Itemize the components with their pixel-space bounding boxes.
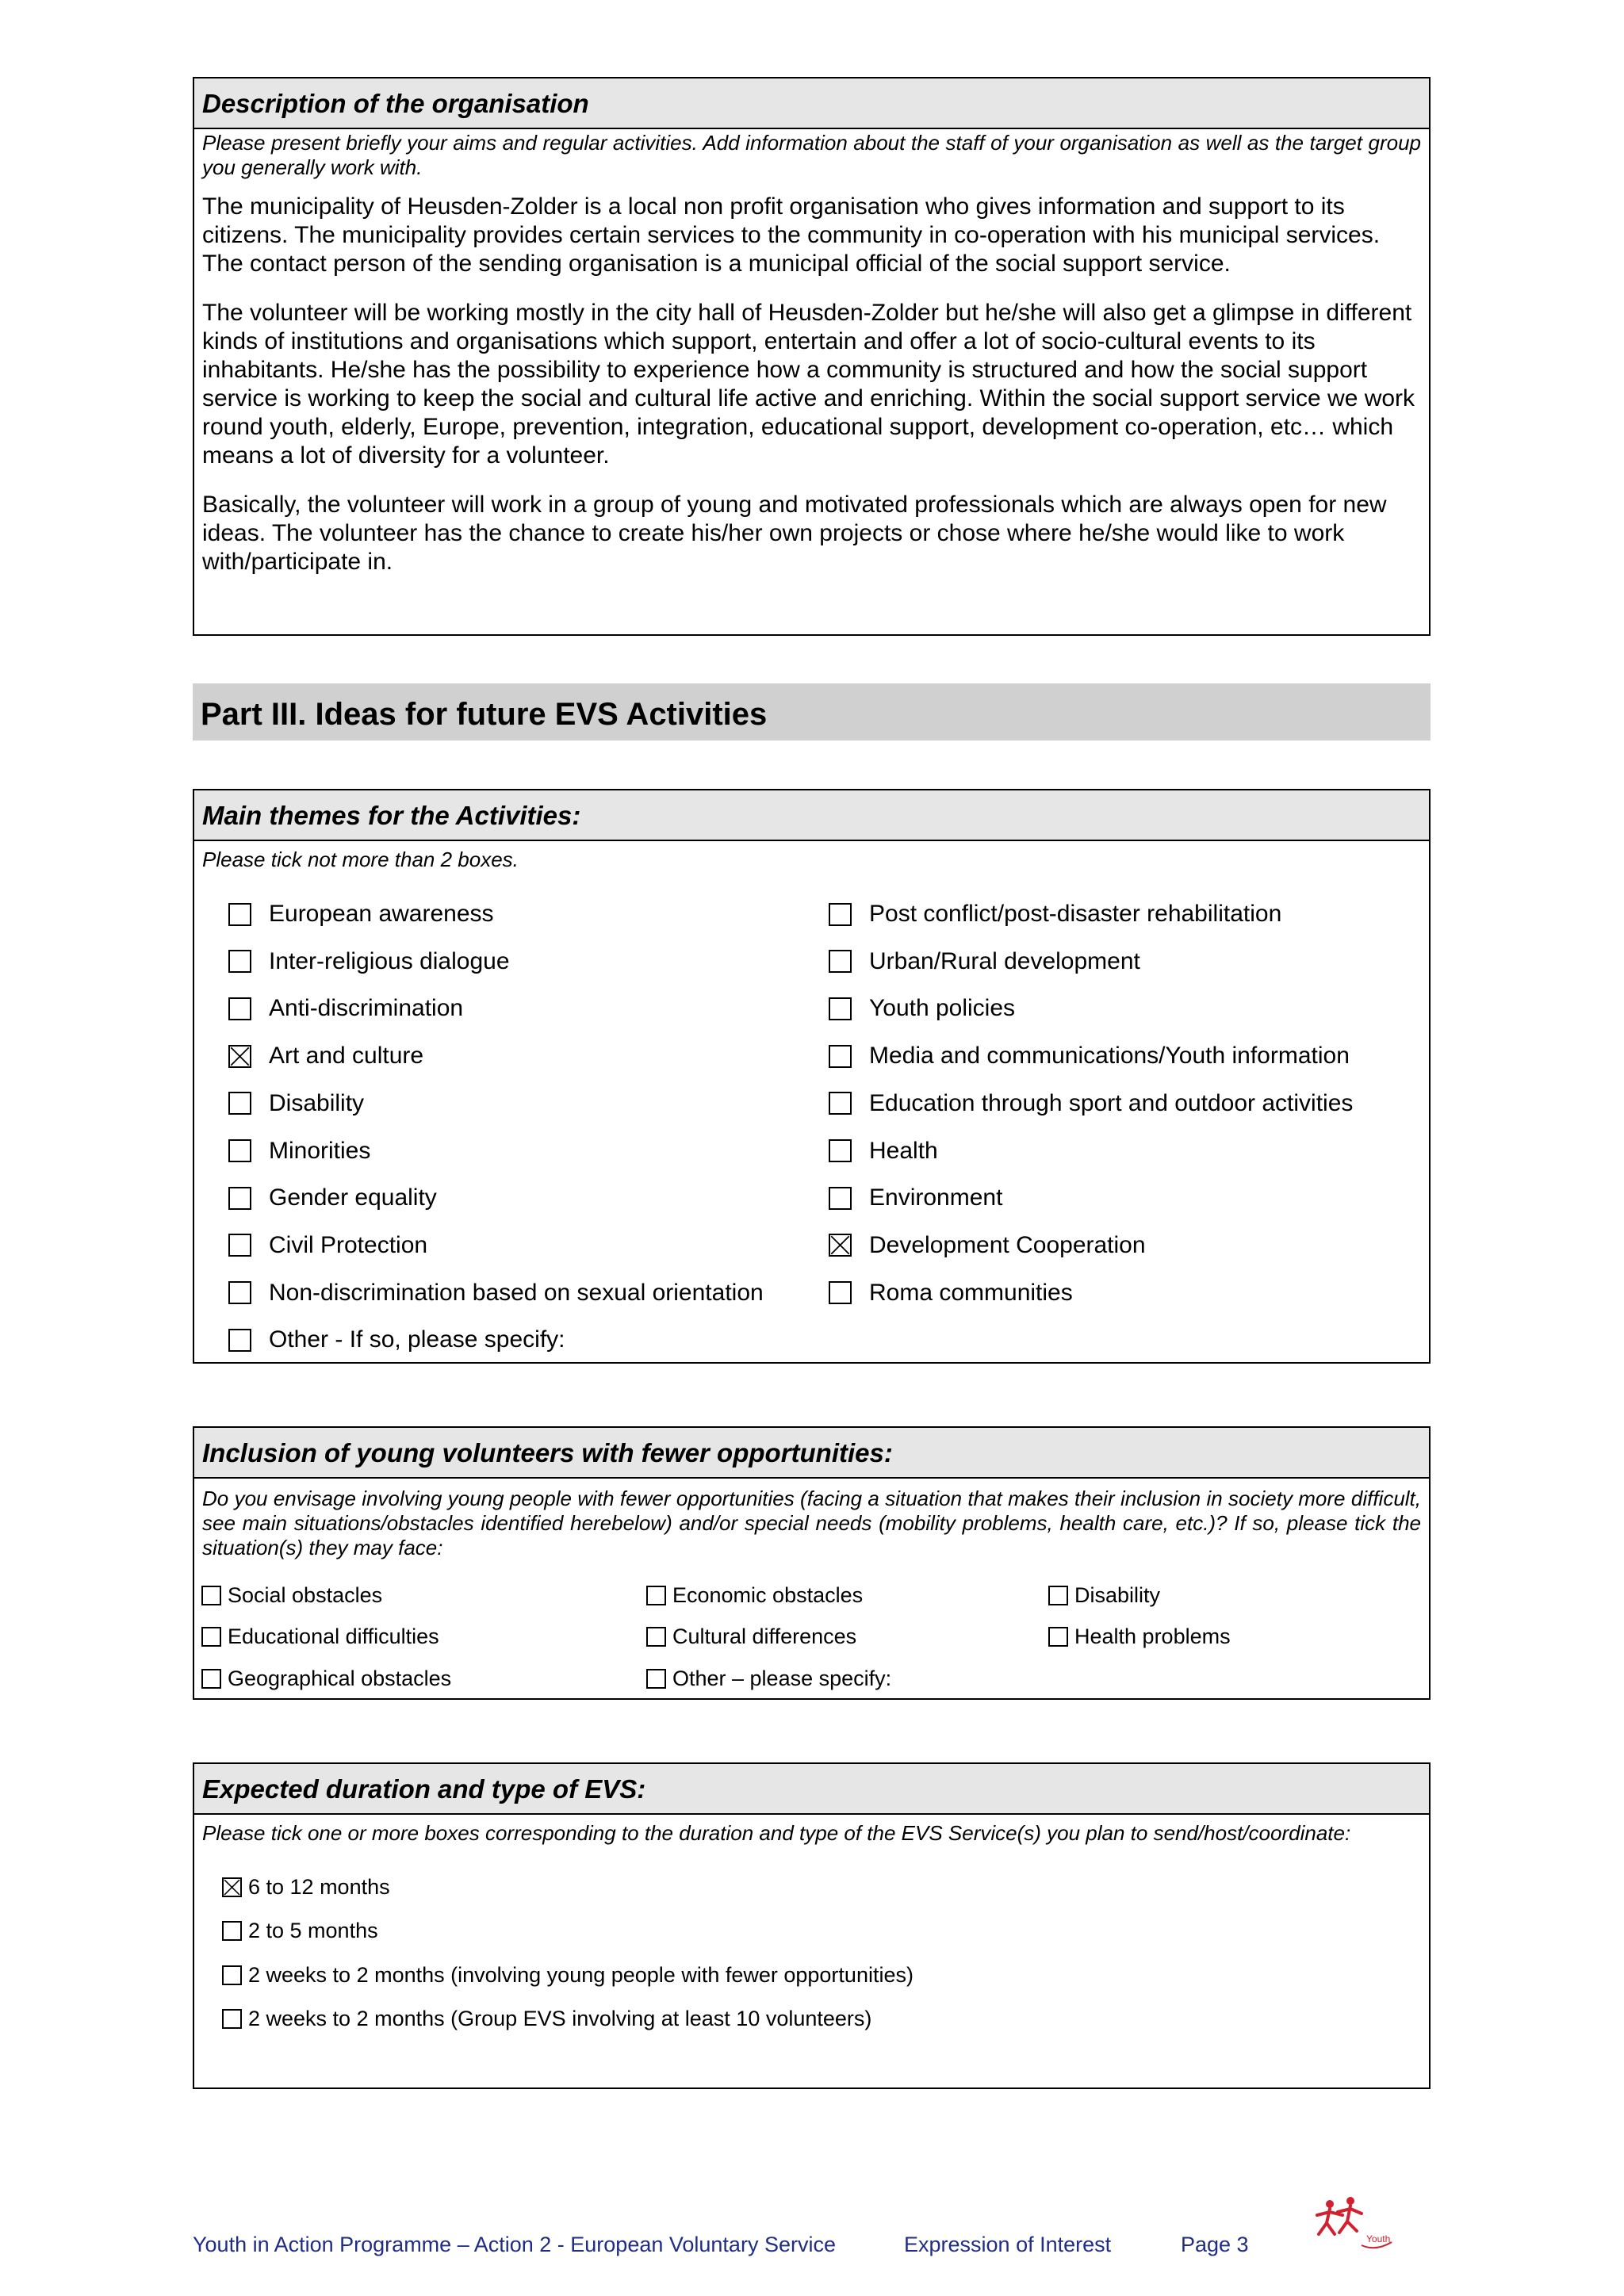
organisation-paragraph: The volunteer will be working mostly in the city hall of Heusden-Zolder but he/she will also get a glimpse in different kinds of institutions and organisations which support, entertain and offer a lot of socio-cultural events to its inhabitants. He/she has the possibility to experience how a community is structured and how the social support service is working to keep the social and cultural life active and enriching. Within the social support service we work round youth, elderly, Europe, prevention, integration, educational support, development co-operation, etc… which means a lot of diversity for a volunteer. xyxy=(202,300,1415,469)
theme-option-label: Health xyxy=(869,1137,938,1164)
part-title: Part III. Ideas for future EVS Activities xyxy=(193,683,1431,740)
inclusion-section xyxy=(193,1426,1431,1700)
inclusion-option-label: Cultural differences xyxy=(672,1624,857,1648)
theme-option-label: Disability xyxy=(269,1089,365,1116)
duration-option[interactable] xyxy=(222,1918,378,1945)
duration-option[interactable] xyxy=(222,2006,871,2033)
inclusion-option[interactable] xyxy=(201,1624,439,1651)
theme-option[interactable] xyxy=(829,993,1015,1024)
theme-option-label: Minorities xyxy=(269,1137,371,1164)
theme-option[interactable] xyxy=(228,898,494,930)
main-themes-instruction: Please tick not more than 2 boxes. xyxy=(202,848,519,871)
theme-option-label: Art and culture xyxy=(269,1043,424,1070)
theme-option[interactable] xyxy=(228,1230,427,1261)
checkbox[interactable] xyxy=(829,1092,852,1115)
inclusion-option[interactable] xyxy=(646,1582,863,1609)
theme-option-label: Non-discrimination based on sexual orientation xyxy=(269,1279,764,1306)
organisation-description-instruction: Please present briefly your aims and regular activities. Add information about the staff of your organisation as well as the target group you generally work with. xyxy=(202,131,1421,179)
checkbox[interactable] xyxy=(228,997,251,1020)
duration-section xyxy=(193,1762,1431,2089)
inclusion-option-label: Educational difficulties xyxy=(228,1624,439,1648)
footer-programme: Youth in Action Programme – Action 2 - European Voluntary Service xyxy=(193,2233,836,2256)
checkbox[interactable] xyxy=(222,1965,242,1985)
theme-option[interactable] xyxy=(829,946,1140,978)
inclusion-option-label: Health problems xyxy=(1074,1624,1231,1648)
youth-logo-text: Youth xyxy=(1366,2233,1391,2244)
checkbox[interactable] xyxy=(646,1669,666,1689)
theme-option-label: Education through sport and outdoor activities xyxy=(869,1089,1354,1116)
inclusion-option-label: Other – please specify: xyxy=(672,1666,892,1690)
checkbox[interactable] xyxy=(829,1281,852,1304)
organisation-paragraph: Basically, the volunteer will work in a group of young and motivated professionals which are always open for new ideas. The volunteer has the chance to create his/her own projects or chose where he/she would like to work with/participate in. xyxy=(202,492,1387,575)
checkbox-checked[interactable] xyxy=(222,1877,242,1897)
organisation-description-heading: Description of the organisation xyxy=(194,78,1429,129)
checkbox[interactable] xyxy=(228,1281,251,1304)
footer-document-type: Expression of Interest xyxy=(904,2233,1112,2256)
theme-option-label: Urban/Rural development xyxy=(869,947,1140,974)
checkbox-checked[interactable] xyxy=(228,1045,251,1068)
theme-option[interactable] xyxy=(829,1135,938,1167)
theme-option-label: European awareness xyxy=(269,901,494,927)
theme-option[interactable] xyxy=(829,1230,1146,1261)
checkbox[interactable] xyxy=(1048,1586,1068,1605)
theme-option[interactable] xyxy=(829,1040,1350,1072)
duration-option-label: 2 weeks to 2 months (Group EVS involving at least 10 volunteers) xyxy=(248,2007,872,2030)
checkbox[interactable] xyxy=(829,950,852,973)
inclusion-option-label: Economic obstacles xyxy=(672,1582,864,1607)
theme-option[interactable] xyxy=(228,1277,764,1309)
checkbox[interactable] xyxy=(222,2009,242,2029)
checkbox-checked[interactable] xyxy=(829,1234,852,1257)
theme-option-label: Youth policies xyxy=(869,995,1016,1022)
youth-logo xyxy=(1312,2196,1408,2252)
theme-option-label: Inter-religious dialogue xyxy=(269,947,510,974)
checkbox[interactable] xyxy=(829,1139,852,1162)
checkbox[interactable] xyxy=(228,1092,251,1115)
duration-option-label: 2 weeks to 2 months (involving young people with fewer opportunities) xyxy=(248,1962,914,1987)
duration-option[interactable] xyxy=(222,1961,914,1988)
checkbox[interactable] xyxy=(228,903,251,926)
theme-option[interactable] xyxy=(228,1088,364,1119)
check-x-icon xyxy=(830,1235,850,1255)
checkbox[interactable] xyxy=(228,950,251,973)
theme-option[interactable] xyxy=(228,1135,370,1167)
theme-option[interactable] xyxy=(829,898,1281,930)
theme-option[interactable] xyxy=(228,993,463,1024)
checkbox[interactable] xyxy=(228,1329,251,1352)
checkbox[interactable] xyxy=(201,1586,221,1605)
theme-option[interactable] xyxy=(228,946,510,978)
checkbox[interactable] xyxy=(201,1669,221,1689)
inclusion-option-label: Social obstacles xyxy=(228,1582,383,1607)
organisation-description-section xyxy=(193,77,1431,636)
inclusion-heading: Inclusion of young volunteers with fewer opportunities: xyxy=(194,1428,1429,1479)
theme-option[interactable] xyxy=(228,1324,565,1356)
duration-instruction: Please tick one or more boxes corresponding to the duration and type of the EVS Service(s) you plan to send/host/coordinate: xyxy=(202,1821,1351,1845)
checkbox[interactable] xyxy=(646,1627,666,1647)
inclusion-option-label: Geographical obstacles xyxy=(228,1666,452,1690)
duration-option-label: 6 to 12 months xyxy=(248,1874,390,1899)
theme-option[interactable] xyxy=(829,1182,1002,1214)
theme-option-label: Gender equality xyxy=(269,1184,437,1211)
checkbox[interactable] xyxy=(201,1627,221,1647)
youth-logo-icon xyxy=(1312,2196,1408,2252)
checkbox[interactable] xyxy=(646,1586,666,1605)
inclusion-instruction: Do you envisage involving young people with fewer opportunities (facing a situation that makes their inclusion in society more difficult, see main situations/obstacles identified herebelow) and/or special needs (mobility problems, health care, etc.)? If so, please tick the situation(s) they may face: xyxy=(202,1487,1421,1559)
inclusion-option[interactable] xyxy=(646,1665,891,1692)
inclusion-option[interactable] xyxy=(646,1624,856,1651)
checkbox[interactable] xyxy=(829,903,852,926)
theme-option-label: Other - If so, please specify: xyxy=(269,1326,565,1353)
theme-option[interactable] xyxy=(829,1277,1073,1309)
theme-option[interactable] xyxy=(228,1040,423,1072)
duration-option-label: 2 to 5 months xyxy=(248,1919,378,1942)
inclusion-option[interactable] xyxy=(1048,1582,1160,1609)
inclusion-option-label: Disability xyxy=(1074,1582,1161,1607)
inclusion-option[interactable] xyxy=(1048,1624,1231,1651)
check-x-icon xyxy=(230,1047,250,1066)
duration-option[interactable] xyxy=(222,1873,390,1900)
footer-page-number: Page 3 xyxy=(1181,2233,1249,2256)
theme-option-label: Roma communities xyxy=(869,1279,1073,1306)
check-x-icon xyxy=(224,1879,240,1896)
theme-option-label: Development Cooperation xyxy=(869,1231,1146,1258)
checkbox[interactable] xyxy=(228,1187,251,1210)
theme-option[interactable] xyxy=(829,1088,1353,1119)
theme-option[interactable] xyxy=(228,1182,437,1214)
organisation-paragraph: The municipality of Heusden-Zolder is a local non profit organisation who gives information and support to its citizens. The municipality provides certain services to the community in co-operation with his municipal services. The contact person of the sending organisation is a municipal official of the social support service. xyxy=(202,193,1381,277)
checkbox[interactable] xyxy=(829,1045,852,1068)
checkbox[interactable] xyxy=(228,1234,251,1257)
checkbox[interactable] xyxy=(829,1187,852,1210)
theme-option-label: Environment xyxy=(869,1184,1003,1211)
theme-option-label: Civil Protection xyxy=(269,1231,428,1258)
main-themes-heading: Main themes for the Activities: xyxy=(194,790,1429,841)
theme-option-label: Anti-discrimination xyxy=(269,995,464,1022)
checkbox[interactable] xyxy=(228,1139,251,1162)
theme-option-label: Post conflict/post-disaster rehabilitation xyxy=(869,901,1282,927)
checkbox[interactable] xyxy=(1048,1627,1068,1647)
checkbox[interactable] xyxy=(829,997,852,1020)
duration-heading: Expected duration and type of EVS: xyxy=(194,1764,1429,1815)
inclusion-option[interactable] xyxy=(201,1665,451,1692)
inclusion-option[interactable] xyxy=(201,1582,382,1609)
checkbox[interactable] xyxy=(222,1921,242,1941)
theme-option-label: Media and communications/Youth information xyxy=(869,1043,1350,1070)
